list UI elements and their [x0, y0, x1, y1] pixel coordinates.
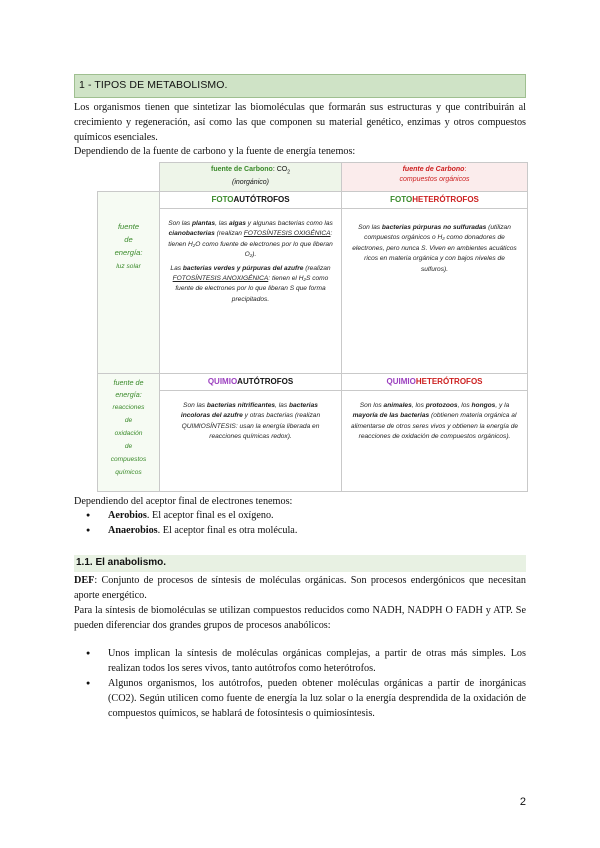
side-light-line1: fuente [117, 222, 140, 231]
metabolism-table [97, 162, 528, 492]
side-chem-line2: energía: [115, 390, 142, 399]
intro-paragraph: Los organismos tienen que sintetizar las biomoléculas que formarán sus estructuras y que contribuirán al crecimiento y regeneración, así como las que componen su material genético, enzimas y otros compuestos químicos esenciales. [74, 102, 526, 143]
list-item [74, 508, 526, 523]
side-chem-line7: compuestos [110, 456, 147, 463]
anabolic-process-list [74, 646, 526, 721]
inorganic-carbon-value: : CO [272, 166, 288, 173]
side-light-line4: luz solar [116, 263, 141, 270]
cell-quimioheterotrofos [342, 391, 528, 492]
organic-carbon-colon: : [464, 166, 467, 173]
side-light-line3: energía: [114, 248, 143, 257]
acceptor-list [74, 508, 526, 538]
side-chem-line8: químicos [115, 469, 142, 476]
definition-paragraph [74, 573, 526, 603]
side-chemical-energy [98, 374, 160, 492]
anabolism-paragraph: Para la síntesis de biomoléculas se utilizan compuestos reducidos como NADH, NADPH O FADH y ATP. Se pueden diferenciar dos grandes grupos de procesos anabólicos: [74, 605, 526, 631]
cell-fotoheterotrofos [342, 209, 528, 374]
header-organic-carbon [342, 163, 528, 192]
heterotrofos-suffix-2: HETERÓTROFOS [415, 377, 483, 386]
co2-subscript: 2 [287, 169, 290, 176]
subsection-title: 1.1. El anabolismo. [76, 557, 167, 568]
fotoautotrofos-p1: Son las plantas, las algas y algunas bacterias como las cianobacterias (realizan FOTOSÍNTESIS OXIGÉNICA: tienen H₂O como fuente de electrones por lo que liberan O₂). [168, 220, 333, 259]
aerobios-text: . El aceptor final es el oxígeno. [146, 510, 274, 521]
quimio-prefix-2: QUIMIO [386, 377, 416, 386]
autotrofos-suffix: AUTÓTROFOS [233, 195, 290, 204]
carbon-energy-intro: Dependiendo de la fuente de carbono y la fuente de energía tenemos: [74, 146, 356, 157]
aerobios-term: Aerobios [108, 510, 147, 521]
section-title: 1 - TIPOS DE METABOLISMO. [79, 79, 228, 91]
title-fotoautotrofos [160, 192, 342, 209]
inorganic-note: (inorgánico) [232, 178, 269, 186]
inorganic-carbon-label: fuente de Carbono [210, 166, 273, 173]
quimio-prefix: QUIMIO [207, 377, 238, 386]
autotrofos-suffix-2: AUTÓTROFOS [237, 377, 294, 386]
title-quimioheterotrofos [342, 374, 528, 391]
list-item: ● Algunos organismos, los autótrofos, pueden obtener moléculas orgánicas a partir de inorgánicas (CO2). Según utilicen como fuente de energía la luz solar o la energía desprendida de la oxidación de compuestos químicos, se hablará de fotosíntesis o quimiosíntesis. [74, 676, 526, 721]
side-chem-line5: oxidación [114, 430, 143, 437]
title-quimioautotrofos [160, 374, 342, 391]
fotoheterotrofos-p1: Son las bacterias púrpuras no sulfuradas (utilizan compuestos orgánicos o H₂ como donadores de electrones, pero nunca S. Viven en ambientes acuáticos ricos en materia orgánica y con bajos niveles de sulfuros). [352, 224, 517, 273]
side-chem-line3: reacciones [112, 404, 145, 411]
list-item: ● Unos implican la síntesis de moléculas orgánicas complejas, a partir de otras más simples. Los realizan todos los seres vivos, tanto autótrofos como heterótrofos. [74, 646, 526, 676]
quimioheterotrofos-p1: Son los animales, los protozoos, los hongos, y la mayoría de las bacterias (obtienen materia orgánica al alimentarse de otros seres vivos y obtienen la energía de reacciones de oxidación de compuestos orgánicos). [350, 402, 519, 441]
side-chem-line1: fuente de [113, 378, 144, 387]
side-light-energy [98, 192, 160, 374]
fotoautotrofos-p2: Las bacterias verdes y púrpuras del azufre (realizan FOTOSÍNTESIS ANOXIGÉNICA: tienen el H₂S como fuente de electrones por lo que liberan S que forma precipitados. [170, 264, 331, 303]
def-term: DEF [74, 575, 95, 586]
subsection-header [74, 555, 526, 572]
cell-quimioautotrofos [160, 391, 342, 492]
organic-note: compuestos orgánicos [399, 175, 470, 183]
cell-fotoautotrofos [160, 209, 342, 374]
list-item [74, 523, 526, 538]
foto-prefix: FOTO [211, 195, 234, 204]
side-chem-line4: de [124, 417, 133, 424]
side-light-line2: de [124, 235, 133, 244]
heterotrofos-suffix: HETERÓTROFOS [412, 195, 479, 204]
section-header [74, 74, 526, 98]
title-fotoheterotrofos [342, 192, 528, 209]
quimioautotrofos-p1: Son las bacterias nitrificantes, las bacterias incoloras del azufre y otras bacterias (realizan QUIMIOSÍNTESIS: usan la energía liberada en reacciones químicas redox). [180, 402, 321, 441]
anaerobios-term: Anaerobios [108, 525, 158, 536]
organic-carbon-label: fuente de Carbono [402, 166, 465, 173]
header-inorganic-carbon [160, 163, 342, 192]
table-empty-corner [98, 163, 160, 192]
foto-prefix-2: FOTO [390, 195, 413, 204]
page-number: 2 [519, 796, 526, 808]
anaerobios-text: . El aceptor final es otra molécula. [157, 525, 298, 536]
side-chem-line6: de [124, 443, 133, 450]
acceptor-intro: Dependiendo del aceptor final de electrones tenemos: [74, 496, 293, 507]
def-text: : Conjunto de procesos de síntesis de moléculas orgánicas. Son procesos endergónicos que necesitan aporte energético. [74, 575, 526, 601]
